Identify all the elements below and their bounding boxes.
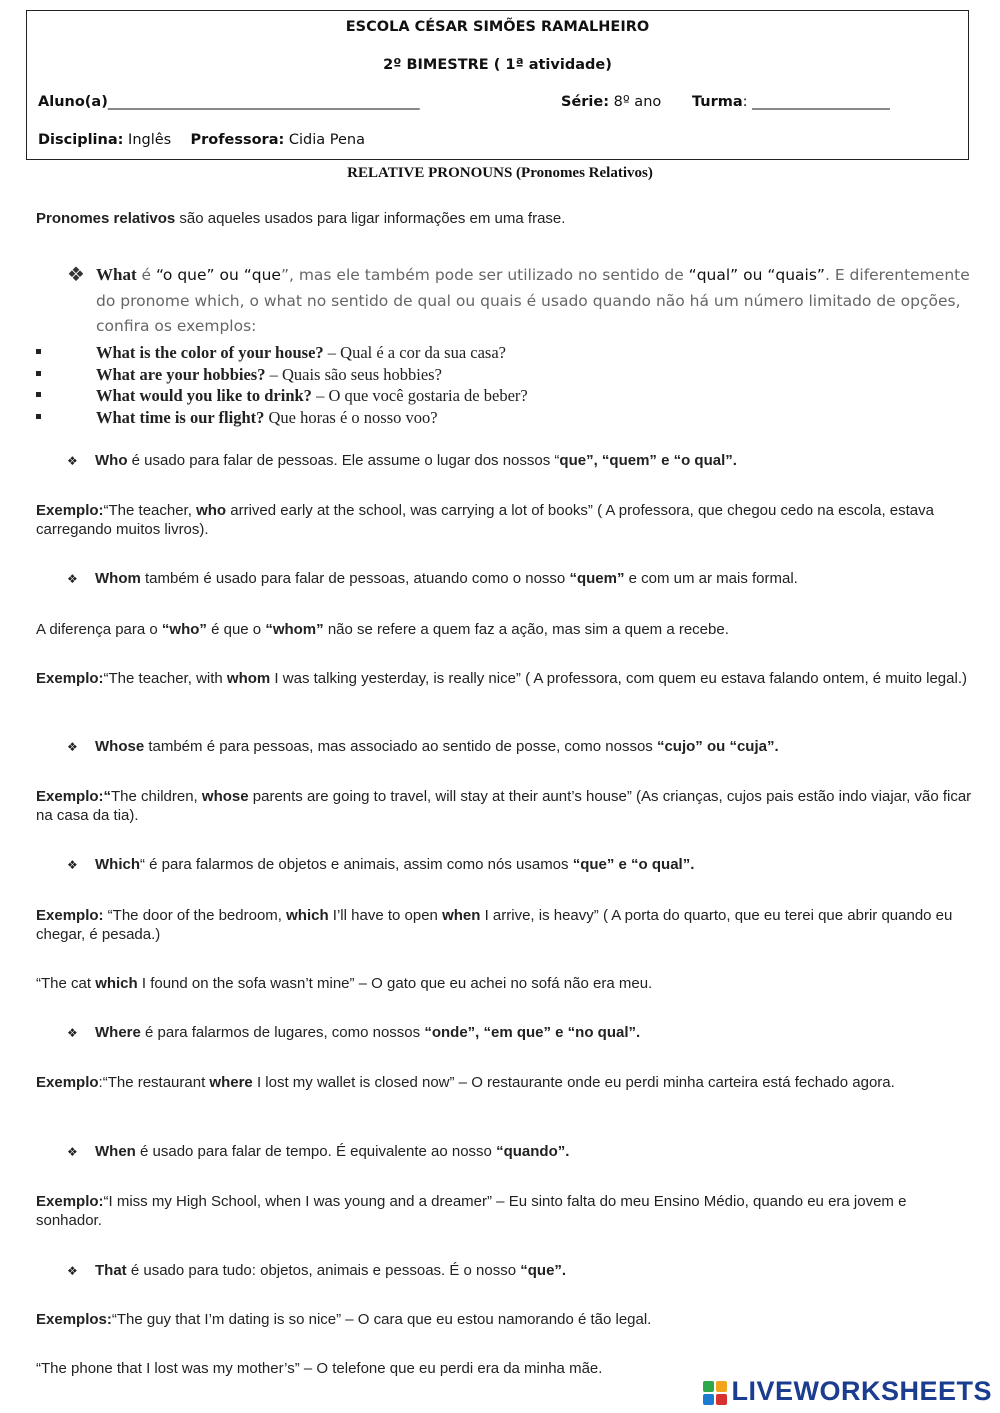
example-keyword: where [209,1074,253,1091]
which-example [36,906,976,944]
when-example [36,1192,976,1230]
intro-bold: Pronomes relativos [36,210,176,227]
example-text: I found on the sofa wasn’t mine” – O gato que eu achei no sofá não era meu. [137,975,653,992]
which-bullet [67,855,977,875]
what-quote-2: “qual” ou “quais” [688,266,825,284]
square-bullet-icon [36,392,41,397]
intro-text: são aqueles usados para ligar informações em uma frase. [175,210,566,227]
diamond-bullet-icon: ❖ [67,454,78,468]
what-text-3: . E diferentemente do pronome which, o what no sentido de qual ou quais é usado quando não há um número limitado de opções, confira os exemplos: [96,266,970,335]
example-label: Exemplos: [36,1311,112,1328]
diff-whom: “whom” [265,621,324,638]
example-text: “I miss my High School, when I was young and a dreamer” – Eu sinto falta do meu Ensino Médio, quando eu era jovem e sonhador. [36,1193,907,1229]
grade-label: Série: [561,94,610,110]
where-text: é para falarmos de lugares, como nossos [140,1024,425,1041]
diamond-bullet-icon: ❖ [67,572,78,586]
where-translation: “onde”, “em que” e “no qual”. [424,1024,641,1041]
subject-label: Disciplina: [38,132,124,148]
that-word: That [95,1262,127,1279]
that-bullet [67,1261,977,1281]
example-label: Exemplo: [36,502,104,519]
what-paragraph [96,262,976,340]
when-translation: “quando”. [496,1143,570,1160]
example-label: Exemplo: [36,907,104,924]
example-label: Exemplo: [36,670,104,687]
example-label: Exemplo: [36,1193,104,1210]
whose-text: também é para pessoas, mas associado ao sentido de posse, como nossos [144,738,657,755]
liveworksheets-logo[interactable] [702,1376,992,1407]
subject-line [38,132,365,148]
example-keyword: which [286,907,329,924]
example-text: arrived early at the school, was carrying a lot of books” ( A professora, que chegou cedo na escola, estava carregando muitos livros). [36,502,934,538]
whose-bullet [67,737,977,757]
what-text-1: é [136,266,157,284]
diff-text: A diferença para o [36,621,162,638]
who-example [36,501,976,539]
example-label: Exemplo [36,1074,99,1091]
that-translation: “que”. [520,1262,567,1279]
when-bullet [67,1142,977,1162]
example-text: The children, [111,788,202,805]
what-example [36,342,976,363]
example-keyword: who [196,502,227,519]
what-example [36,364,976,385]
whose-word: Whose [95,738,145,755]
who-translation: que”, “quem” e “o qual”. [559,452,737,469]
what-example-en: What is the color of your house? [96,343,324,362]
header-box [26,10,969,160]
subject-value: Inglês [128,132,172,148]
example-keyword: whom [226,670,271,687]
what-example-en: What time is our flight? [96,408,265,427]
liveworksheets-logo-icon [702,1380,728,1406]
class-blank[interactable]: : ___________________ [742,94,890,110]
who-word: Who [95,452,128,469]
example-keyword: when [442,907,481,924]
what-word: What [96,265,137,284]
example-text: “The teacher, [103,502,197,519]
square-bullet-icon [36,349,41,354]
what-example-pt: – Quais são seus hobbies? [265,365,442,384]
when-word: When [95,1143,136,1160]
intro-paragraph [36,209,976,228]
when-text: é usado para falar de tempo. É equivalente ao nosso [135,1143,497,1160]
who-text: é usado para falar de pessoas. Ele assume o lugar dos nossos “ [127,452,560,469]
class-label: Turma [692,94,743,110]
what-text-2: ”, mas ele também pode ser utilizado no sentido de [280,266,689,284]
what-example-pt: Que horas é o nosso voo? [264,408,438,427]
where-bullet [67,1023,977,1043]
diamond-bullet-icon: ❖ [67,740,78,754]
whose-example [36,787,976,825]
what-example-pt: – Qual é a cor da sua casa? [323,343,506,362]
example-keyword: whose [201,788,249,805]
example-text: I arrive, is heavy” ( A porta do quarto, que eu terei que abrir quando eu chegar, é pesada.) [36,907,953,943]
example-label: Exemplo:“ [36,788,112,805]
whom-word: Whom [95,570,141,587]
whose-translation: “cujo” ou “cuja”. [656,738,779,755]
what-example-en: What are your hobbies? [96,365,266,384]
example-text: “The guy that I’m dating is so nice” – O cara que eu estou namorando é tão legal. [111,1311,652,1328]
grade-line [561,94,661,110]
teacher-value: Cidia Pena [288,132,366,148]
page-title: RELATIVE PRONOUNS (Pronomes Relativos) [347,165,653,181]
whom-text: também é usado para falar de pessoas, atuando como o nosso [140,570,570,587]
where-example [36,1073,976,1092]
example-text: “The teacher, with [103,670,227,687]
class-line [692,94,890,110]
period-title: 2º BIMESTRE ( 1ª atividade) [383,57,612,73]
that-text: é usado para tudo: objetos, animais e pessoas. É o nosso [126,1262,521,1279]
teacher-label: Professora: [190,132,285,148]
that-example [36,1310,976,1329]
what-example [36,385,976,406]
example-keyword: which [95,975,138,992]
whom-example [36,669,976,688]
example-text: parents are going to travel, will stay at their aunt’s house” (As crianças, cujos pais estão indo viajar, vão ficar na casa da tia). [36,788,972,824]
grade-value: 8º ano [613,94,662,110]
what-example-pt: – O que você gostaria de beber? [311,386,528,405]
whom-text-end: e com um ar mais formal. [624,570,798,587]
whom-bullet [67,569,977,589]
diamond-bullet-icon: ❖ [67,262,85,286]
example-text: I’ll have to open [328,907,443,924]
whom-translation: “quem” [569,570,625,587]
student-blank[interactable]: ___________________________________________ [107,94,420,110]
student-line [38,94,420,110]
example-text: “The door of the bedroom, [103,907,287,924]
whom-difference [36,620,976,639]
example-text: “The phone that I lost was my mother’s” – O telefone que eu perdi era da minha mãe. [36,1360,603,1377]
which-word: Which [95,856,140,873]
logo-text: LIVEWORKSHEETS [731,1376,992,1406]
which-text: “ é para falarmos de objetos e animais, assim como nós usamos [140,856,573,873]
square-bullet-icon [36,414,41,419]
example-text: :“The restaurant [98,1074,210,1091]
diff-text: não se refere a quem faz a ação, mas sim a quem a recebe. [323,621,729,638]
example-text: “The cat [36,975,96,992]
which-translation: “que” e “o qual”. [572,856,695,873]
diamond-bullet-icon: ❖ [67,1145,78,1159]
diff-who: “who” [161,621,207,638]
example-text: I lost my wallet is closed now” – O restaurante onde eu perdi minha carteira está fechado agora. [252,1074,895,1091]
square-bullet-icon [36,371,41,376]
who-bullet [67,451,977,471]
diamond-bullet-icon: ❖ [67,1026,78,1040]
diamond-bullet-icon: ❖ [67,1264,78,1278]
example-text: I was talking yesterday, is really nice” ( A professora, com quem eu estava falando ontem, é muito legal.) [270,670,967,687]
student-label: Aluno(a) [38,94,108,110]
school-name: ESCOLA CÉSAR SIMÕES RAMALHEIRO [345,19,650,35]
where-word: Where [95,1024,141,1041]
what-example-en: What would you like to drink? [96,386,312,405]
what-quote-1: “o que” ou “que [156,266,281,284]
diamond-bullet-icon: ❖ [67,858,78,872]
diff-text: é que o [206,621,266,638]
what-example [36,407,976,428]
which-example-2 [36,974,976,993]
